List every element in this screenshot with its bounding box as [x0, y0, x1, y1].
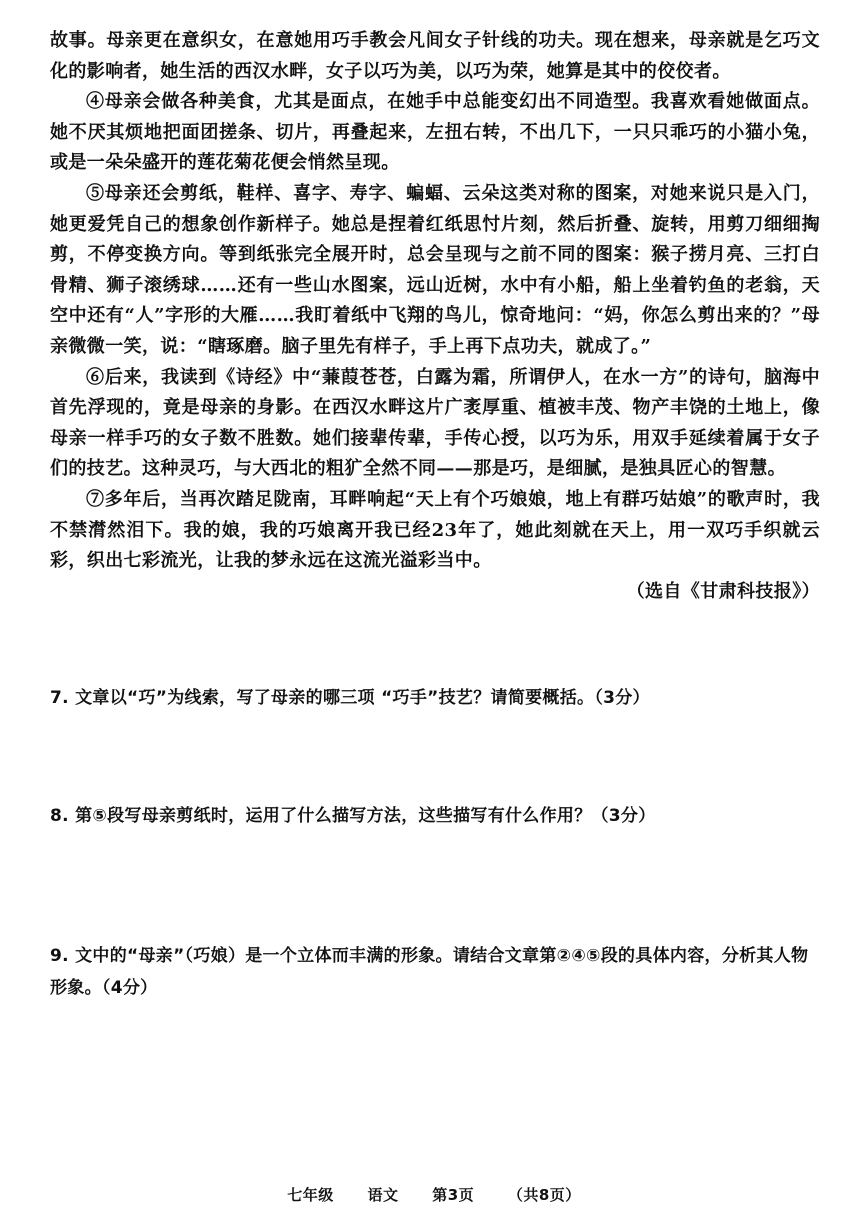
footer-total-pages: （共8页）: [507, 1186, 581, 1204]
footer-page-number: 第3页: [432, 1186, 475, 1204]
reading-passage: [50, 26, 820, 607]
passage-paragraph-4: ④母亲会做各种美食，尤其是面点，在她手中总能变幻出不同造型。我喜欢看她做面点。她不厌其烦地把面团搓条、切片，再叠起来，左扭右转，不出几下，一只只乖巧的小猫小兔，或是一朵朵盛开的莲花菊花便会悄然呈现。: [50, 91, 820, 174]
question-9: 9. 文中的“母亲”（巧娘）是一个立体而丰满的形象。请结合文章第②④⑤段的具体内容，分析其人物形象。（4分）: [50, 946, 809, 998]
footer-grade: 七年级: [287, 1186, 334, 1204]
passage-paragraph-7: ⑦多年后，当再次踏足陇南，耳畔响起“天上有个巧娘娘，地上有群巧姑娘”的歌声时，我不禁潸然泪下。我的娘，我的巧娘离开我已经23年了，她此刻就在天上，用一双巧手织就云彩，织出七彩流光，让我的梦永远在这流光溢彩当中。: [50, 488, 820, 572]
page-footer: [0, 1184, 868, 1205]
question-8: 8. 第⑤段写母亲剪纸时，运用了什么描写方法，这些描写有什么作用？（3分）: [50, 806, 656, 826]
footer-subject: 语文: [367, 1186, 399, 1204]
passage-paragraph-intro: 故事。母亲更在意织女，在意她用巧手教会凡间女子针线的功夫。现在想来，母亲就是乞巧文化的影响者，她生活的西汉水畔，女子以巧为美，以巧为荣，她算是其中的佼佼者。: [50, 30, 820, 82]
passage-source: （选自《甘肃科技报》）: [626, 580, 820, 602]
passage-paragraph-6: ⑥后来，我读到《诗经》中“蒹葭苍苍，白露为霜，所谓伊人，在水一方”的诗句，脑海中首先浮现的，竟是母亲的身影。在西汉水畔这片广袤厚重、植被丰茂、物产丰饶的土地上，像母亲一样手巧的女子数不胜数。她们接辈传辈，手传心授，以巧为乐，用双手延续着属于女子们的技艺。这种灵巧，与大西北的粗犷全然不同——那是巧，是细腻，是独具匠心的智慧。: [50, 366, 820, 480]
passage-paragraph-5: ⑤母亲还会剪纸，鞋样、喜字、寿字、蝙蝠、云朵这类对称的图案，对她来说只是入门，她更爱凭自己的想象创作新样子。她总是捏着红纸思忖片刻，然后折叠、旋转，用剪刀细细掏剪，不停变换方向。等到纸张完全展开时，总会呈现与之前不同的图案：猴子捞月亮、三打白骨精、狮子滚绣球……还有一些山水图案，远山近树，水中有小船，船上坐着钓鱼的老翁，天空中还有“人”字形的大雁……我盯着纸中飞翔的鸟儿，惊奇地问：“妈，你怎么剪出来的？”母亲微微一笑，说：“瞎琢磨。脑子里先有样子，手上再下点功夫，就成了。”: [50, 182, 820, 357]
question-7: 7. 文章以“巧”为线索，写了母亲的哪三项 “巧手”技艺？请简要概括。（3分）: [50, 688, 650, 708]
